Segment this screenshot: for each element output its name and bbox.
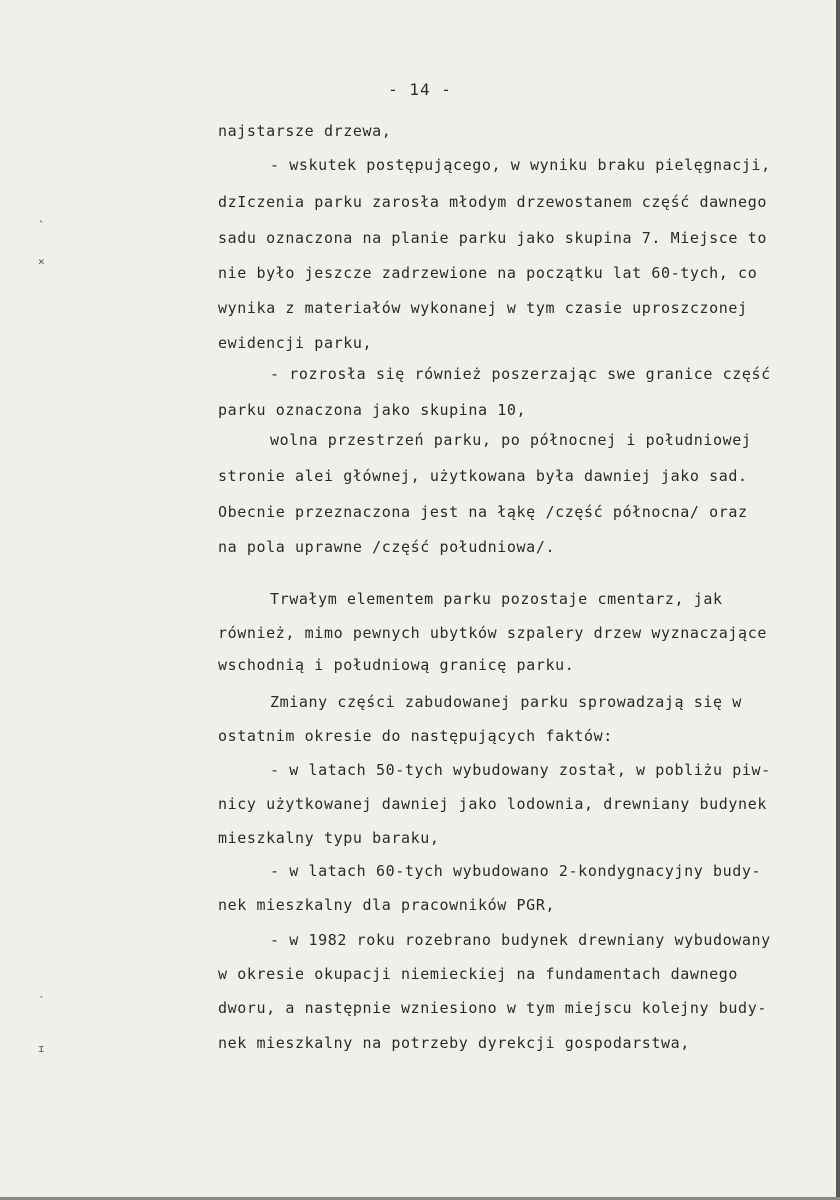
- text-line: Obecnie przeznaczona jest na łąkę /część północna/ oraz: [218, 503, 748, 521]
- page-number: - 14 -: [388, 80, 452, 99]
- text-line: mieszkalny typu baraku,: [218, 829, 440, 847]
- text-line: parku oznaczona jako skupina 10,: [218, 401, 527, 419]
- text-line: nek mieszkalny na potrzeby dyrekcji gospodarstwa,: [218, 1034, 690, 1052]
- text-line: Trwałym elementem parku pozostaje cmentarz, jak: [270, 590, 723, 608]
- text-line: sadu oznaczona na planie parku jako skupina 7. Miejsce to: [218, 229, 767, 247]
- text-line: na pola uprawne /część południowa/.: [218, 538, 556, 556]
- text-line: - w 1982 roku rozebrano budynek drewniany wybudowany: [270, 931, 771, 949]
- text-line: nicy użytkowanej dawniej jako lodownia, drewniany budynek: [218, 795, 767, 813]
- text-line: wschodnią i południową granicę parku.: [218, 656, 575, 674]
- text-line: ewidencji parku,: [218, 334, 373, 352]
- text-line: ostatnim okresie do następujących faktów:: [218, 727, 613, 745]
- margin-mark: ×: [38, 255, 45, 268]
- text-line: dzIczenia parku zarosła młodym drzewostanem część dawnego: [218, 193, 767, 211]
- margin-mark: ˎ: [38, 985, 45, 998]
- text-line: wynika z materiałów wykonanej w tym czasie uproszczonej: [218, 299, 748, 317]
- text-line: w okresie okupacji niemieckiej na fundamentach dawnego: [218, 965, 739, 983]
- text-line: stronie alei głównej, użytkowana była dawniej jako sad.: [218, 467, 748, 485]
- text-line: wolna przestrzeń parku, po północnej i południowej: [270, 431, 752, 449]
- text-line: - w latach 50-tych wybudowany został, w pobliżu piw-: [270, 761, 771, 779]
- text-line: - rozrosła się również poszerzając swe granice część: [270, 365, 771, 383]
- text-line: dworu, a następnie wzniesiono w tym miejscu kolejny budy-: [218, 999, 767, 1017]
- text-line: Zmiany części zabudowanej parku sprowadzają się w: [270, 693, 742, 711]
- page-edge-right: [836, 0, 840, 1200]
- margin-mark: ɪ: [38, 1042, 45, 1055]
- text-line: - wskutek postępującego, w wyniku braku pielęgnacji,: [270, 156, 771, 174]
- text-line: najstarsze drzewa,: [218, 122, 392, 140]
- margin-mark: ˻: [38, 210, 45, 223]
- text-line: nie było jeszcze zadrzewione na początku lat 60-tych, co: [218, 264, 758, 282]
- text-line: - w latach 60-tych wybudowano 2-kondygnacyjny budy-: [270, 862, 762, 880]
- text-line: również, mimo pewnych ubytków szpalery drzew wyznaczające: [218, 624, 767, 642]
- text-line: nek mieszkalny dla pracowników PGR,: [218, 896, 556, 914]
